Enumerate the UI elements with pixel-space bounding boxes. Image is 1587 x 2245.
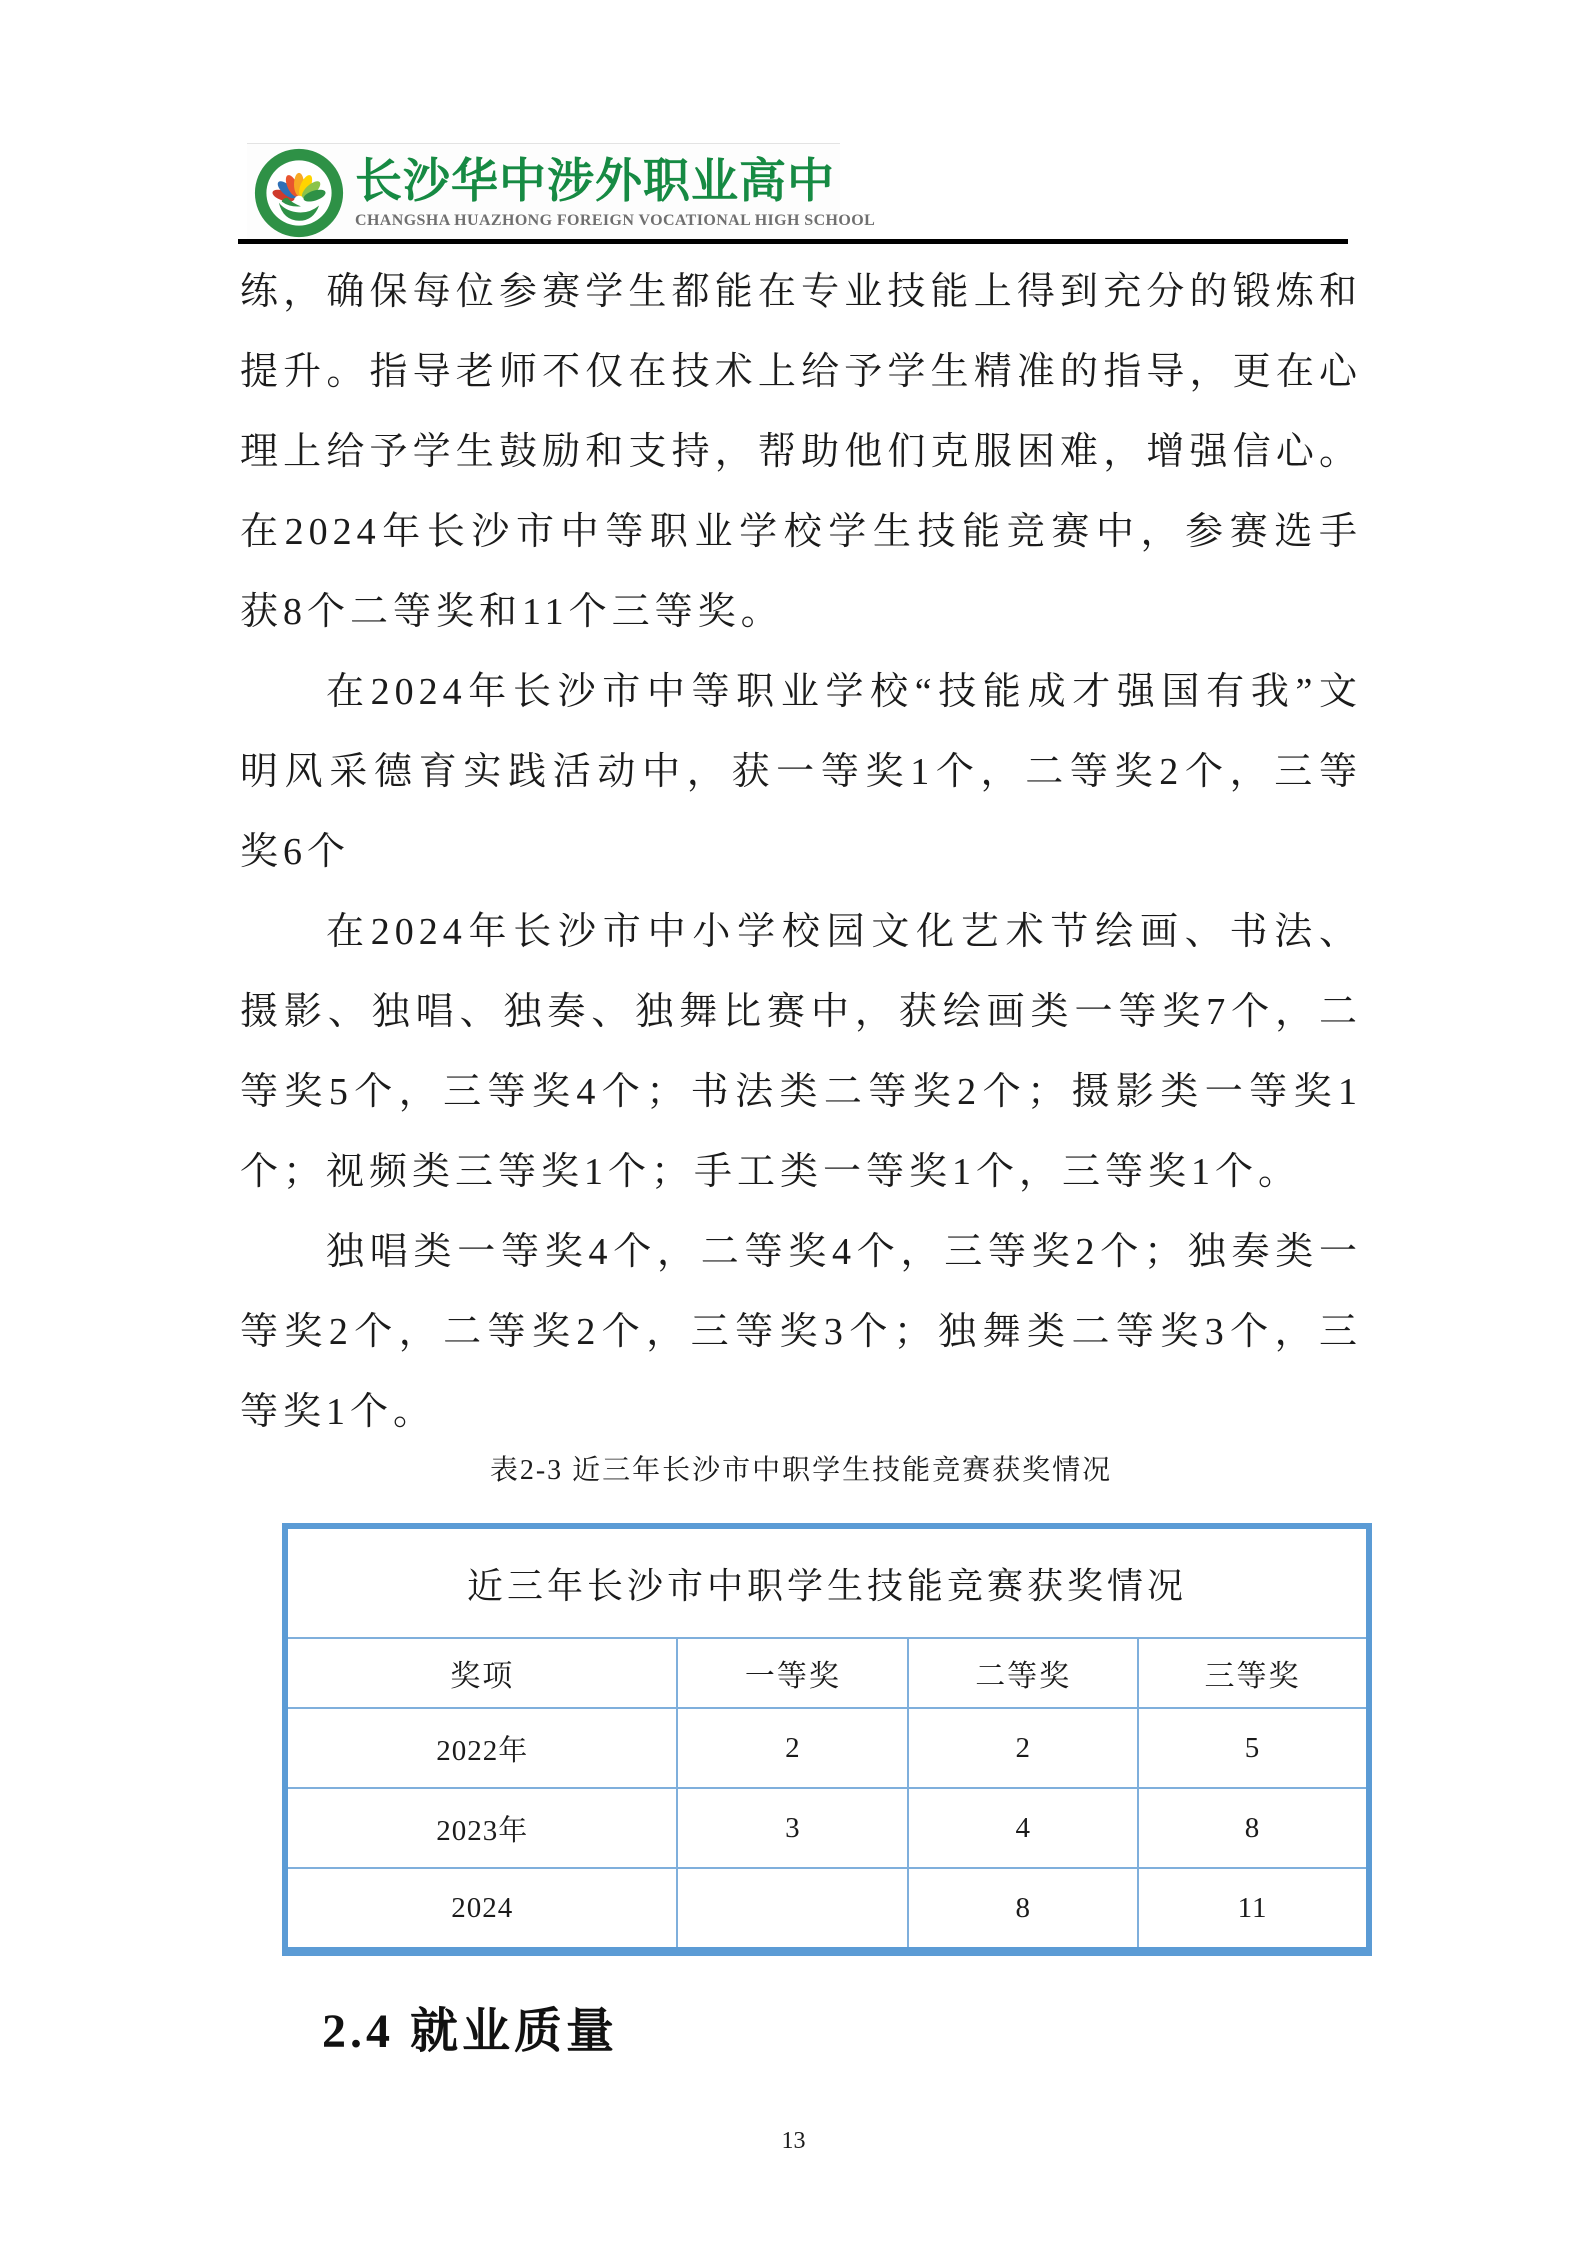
table-caption: 表2-3 近三年长沙市中职学生技能竞赛获奖情况 — [489, 1455, 1113, 1486]
column-header: 奖项 — [285, 1638, 677, 1708]
cell: 2 — [677, 1708, 908, 1788]
table-header-row — [285, 1638, 1369, 1708]
document-body — [240, 252, 1362, 1452]
school-logo — [247, 143, 876, 241]
page-number: 13 — [781, 2128, 806, 2154]
cell — [677, 1868, 908, 1952]
school-emblem-icon — [253, 147, 345, 239]
table-title: 近三年长沙市中职学生技能竞赛获奖情况 — [285, 1526, 1369, 1638]
column-header: 二等奖 — [908, 1638, 1138, 1708]
row-label: 2022年 — [285, 1708, 677, 1788]
school-name-zh: 长沙华中涉外职业高中 — [355, 155, 835, 208]
column-header: 一等奖 — [677, 1638, 908, 1708]
cell: 11 — [1138, 1868, 1369, 1952]
table-title-row — [285, 1526, 1369, 1638]
cell: 4 — [908, 1788, 1138, 1868]
school-name-block — [355, 154, 875, 232]
row-label: 2024 — [285, 1868, 677, 1952]
school-name-en: CHANGSHA HUAZHONG FOREIGN VOCATIONAL HIGH SCHOOL — [355, 211, 876, 229]
table-row — [285, 1868, 1369, 1952]
table-row — [285, 1788, 1369, 1868]
section-heading: 2.4 就业质量 — [322, 2005, 619, 2058]
cell: 8 — [1138, 1788, 1369, 1868]
row-label: 2023年 — [285, 1788, 677, 1868]
paragraph: 在2024年长沙市中等职业学校“技能成才强国有我”文明风采德育实践活动中，获一等奖1个，二等奖2个，三等奖6个 — [240, 671, 1362, 873]
awards-table — [282, 1523, 1372, 1956]
paragraph: 练，确保每位参赛学生都能在专业技能上得到充分的锻炼和提升。指导老师不仅在技术上给予学生精准的指导，更在心理上给予学生鼓励和支持，帮助他们克服困难，增强信心。在2024年长沙市中等职业学校学生技能竞赛中，参赛选手获8个二等奖和11个三等奖。 — [240, 271, 1362, 633]
paragraph: 独唱类一等奖4个，二等奖4个，三等奖2个；独奏类一等奖2个，二等奖2个，三等奖3个；独舞类二等奖3个，三等奖1个。 — [240, 1231, 1362, 1433]
cell: 8 — [908, 1868, 1138, 1952]
cell: 2 — [908, 1708, 1138, 1788]
table-row — [285, 1708, 1369, 1788]
header-divider — [238, 239, 1348, 244]
cell: 3 — [677, 1788, 908, 1868]
paragraph: 在2024年长沙市中小学校园文化艺术节绘画、书法、摄影、独唱、独奏、独舞比赛中，获绘画类一等奖7个，二等奖5个，三等奖4个；书法类二等奖2个；摄影类一等奖1个；视频类三等奖1个；手工类一等奖1个，三等奖1个。 — [240, 911, 1362, 1193]
cell: 5 — [1138, 1708, 1369, 1788]
column-header: 三等奖 — [1138, 1638, 1369, 1708]
